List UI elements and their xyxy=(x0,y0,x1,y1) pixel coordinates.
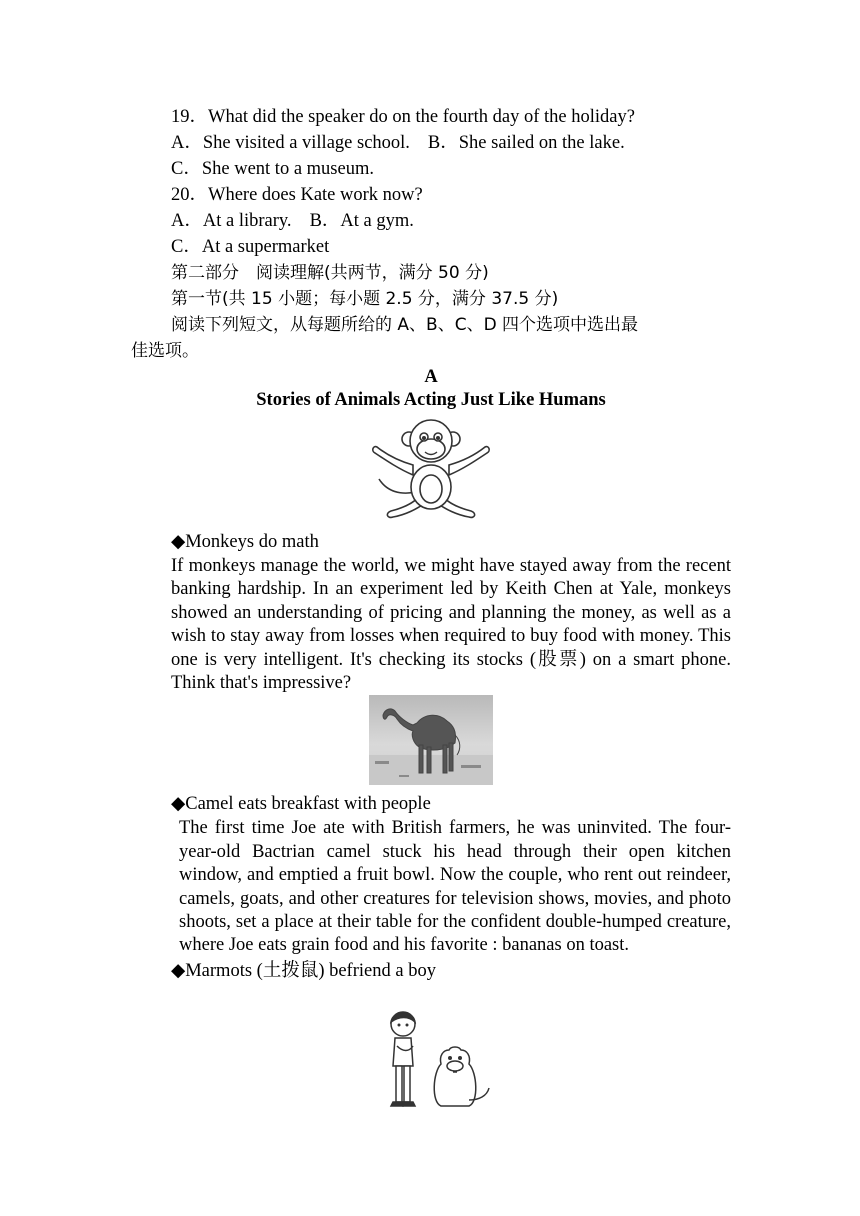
document-page xyxy=(131,104,731,1110)
boy-and-marmot-illustration xyxy=(369,1006,493,1110)
instruction-line-2: 佳选项。 xyxy=(131,341,199,361)
monkey-illustration xyxy=(369,417,493,521)
question-19-option-a: A．She visited a village school. xyxy=(171,133,410,153)
passage-title: Stories of Animals Acting Just Like Humans xyxy=(256,390,606,410)
question-19-options-ab xyxy=(131,130,731,156)
passage-letter: A xyxy=(424,367,438,387)
section-monkeys-body: If monkeys manage the world, we might have stayed away from the recent banking hardship. In an experiment led by Keith Chen at Yale, monkeys showed an understanding of pricing and planning the money, as well as a wish to stay away from losses when required to buy food with money. This one is very intelligent. It's checking its stocks (股票) on a smart phone. Think that's impressive? xyxy=(171,556,731,694)
question-20-option-b: B．At a gym. xyxy=(309,211,414,231)
question-20-options-ab xyxy=(131,208,731,234)
question-20-stem: 20．Where does Kate work now? xyxy=(171,185,423,205)
section-camel-heading: ◆Camel eats breakfast with people xyxy=(171,794,431,815)
section-camel-body: The first time Joe ate with British farmers, he was uninvited. The four-year-old Bactrian camel stuck his head through their open kitchen window, and emptied a fruit bowl. Now the couple, who rent out reindeer, camels, goats, and other creatures for television shows, movies, and photo shoots, set a place at their table for the confident double-humped creature, where Joe eats grain food and his favorite : bananas on toast. xyxy=(179,818,731,956)
question-19-option-b: B．She sailed on the lake. xyxy=(427,133,625,153)
question-19-stem: 19．What did the speaker do on the fourth day of the holiday? xyxy=(171,107,635,127)
question-20-option-a: A．At a library. xyxy=(171,211,292,231)
section-marmots-heading: ◆Marmots (土拨鼠) befriend a boy xyxy=(171,960,436,981)
section-monkeys-heading: ◆Monkeys do math xyxy=(171,532,319,552)
part-2-title: 第二部分 阅读理解(共两节，满分 50 分) xyxy=(171,263,489,283)
instruction-line-1: 阅读下列短文，从每题所给的 A、B、C、D 四个选项中选出最 xyxy=(171,315,639,335)
question-19-option-c: C．She went to a museum. xyxy=(171,159,374,179)
question-20-option-c: C．At a supermarket xyxy=(171,237,330,257)
camel-photo xyxy=(369,695,493,785)
section-1-title: 第一节(共 15 小题；每小题 2.5 分，满分 37.5 分) xyxy=(171,289,559,309)
